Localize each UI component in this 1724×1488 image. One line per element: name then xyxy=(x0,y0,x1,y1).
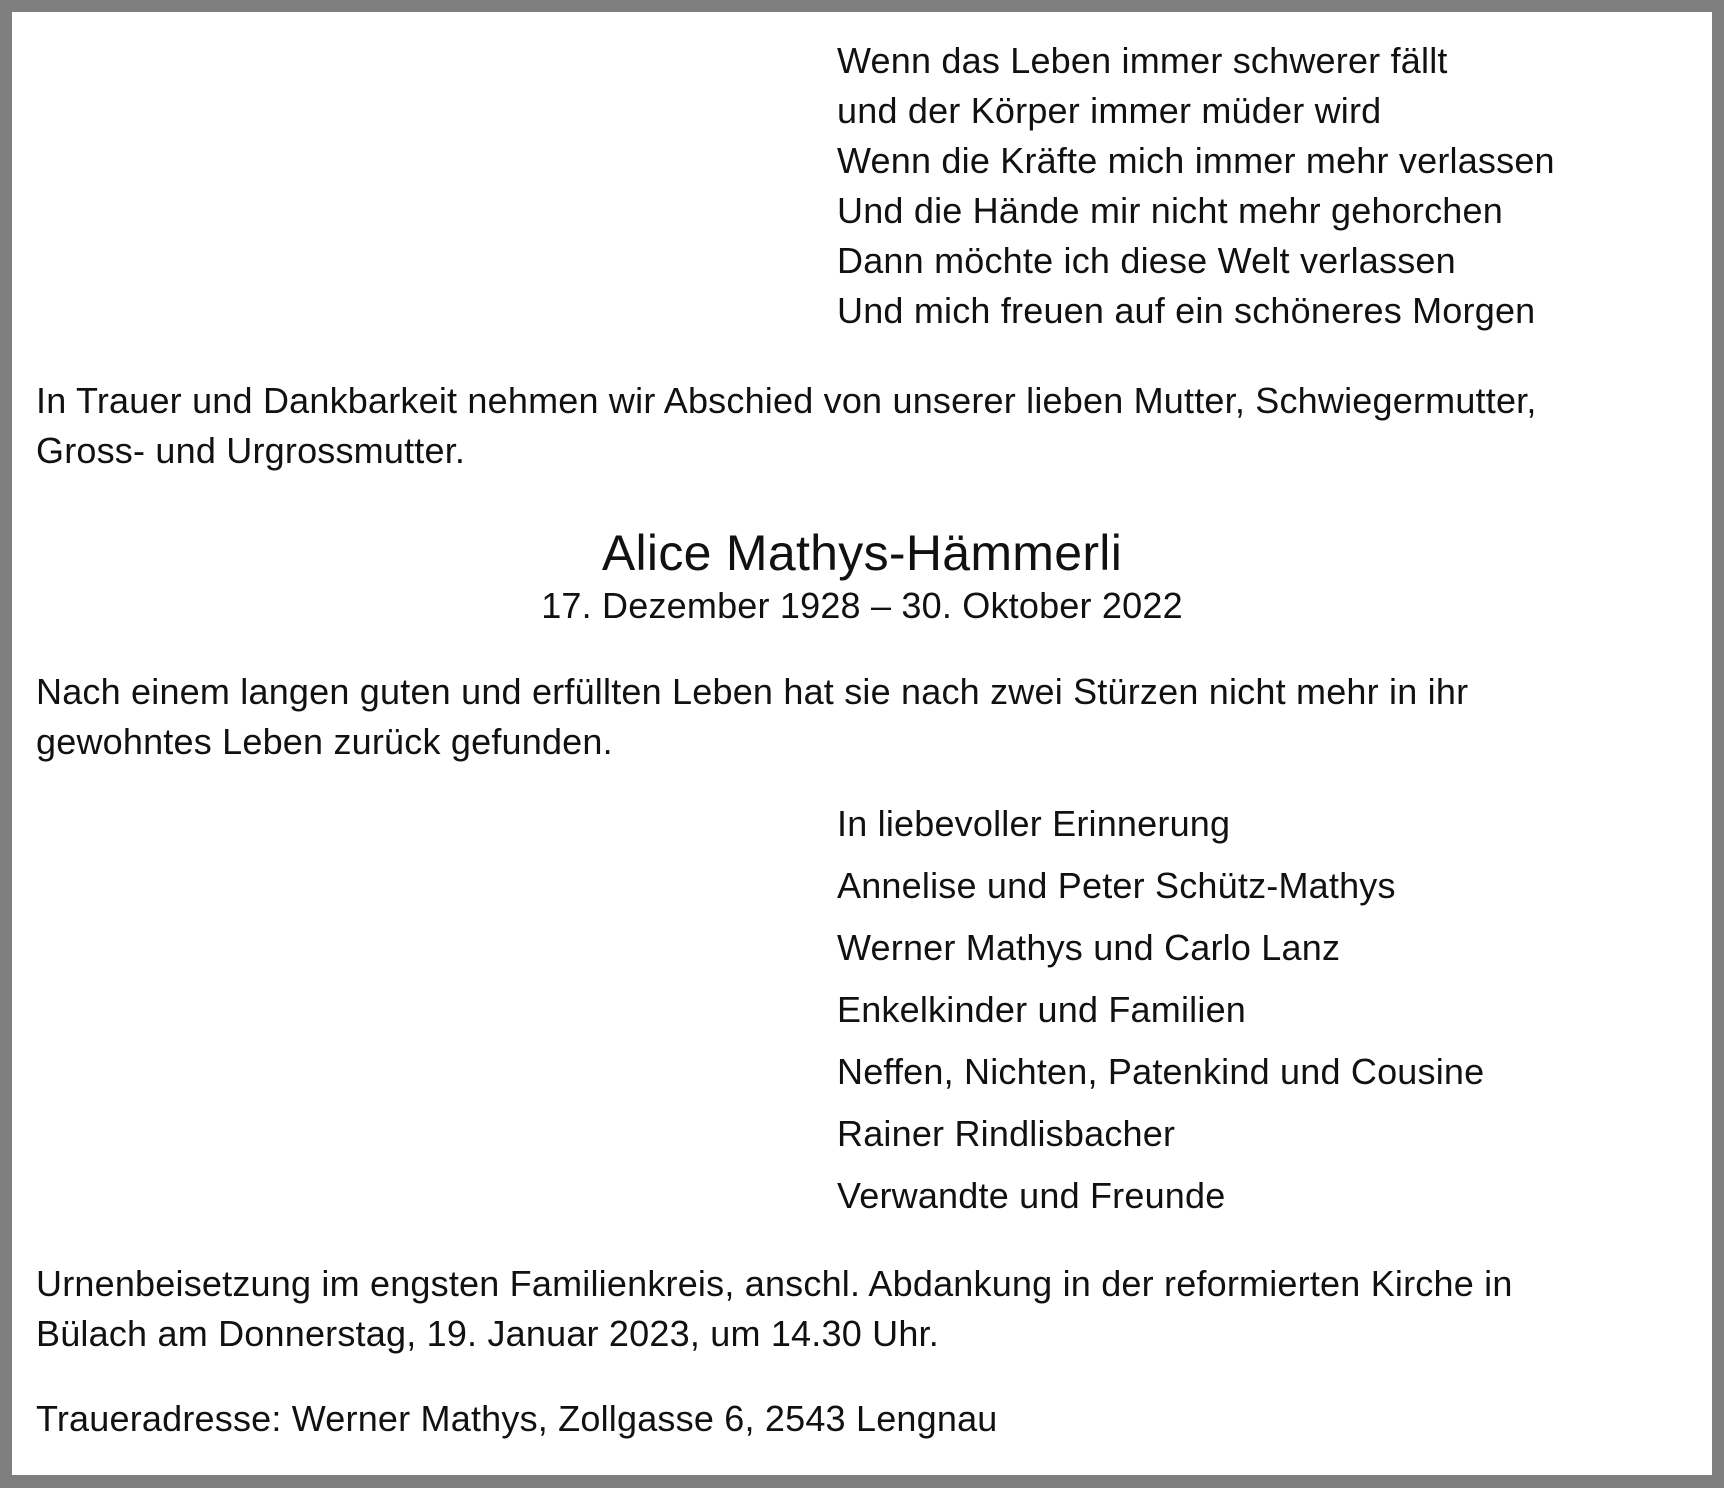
poem-line: Wenn das Leben immer schwerer fällt xyxy=(837,40,1448,81)
intro-line: Gross- und Urgrossmutter. xyxy=(36,430,466,471)
deceased-name: Alice Mathys-Hämmerli xyxy=(601,525,1123,581)
address-line: Traueradresse: Werner Mathys, Zollgasse 6, 2543 Lengnau xyxy=(36,1398,998,1439)
mourner-line: Rainer Rindlisbacher xyxy=(837,1113,1176,1154)
mourning-address xyxy=(36,1394,998,1444)
ceremony-paragraph xyxy=(36,1259,1513,1359)
mourner-line: Verwandte und Freunde xyxy=(837,1175,1226,1216)
ceremony-line: Bülach am Donnerstag, 19. Januar 2023, um 14.30 Uhr. xyxy=(36,1313,939,1354)
mourner-line: Enkelkinder und Familien xyxy=(837,989,1247,1030)
life-note-line: gewohntes Leben zurück gefunden. xyxy=(36,721,613,762)
poem-line: Und die Hände mir nicht mehr gehorchen xyxy=(837,190,1503,231)
mourners-list xyxy=(837,793,1484,1227)
poem xyxy=(837,36,1555,336)
mourner-line: Annelise und Peter Schütz-Mathys xyxy=(837,865,1396,906)
life-note-line: Nach einem langen guten und erfüllten Leben hat sie nach zwei Stürzen nicht mehr in ihr xyxy=(36,671,1469,712)
poem-line: Und mich freuen auf ein schöneres Morgen xyxy=(837,290,1536,331)
ceremony-line: Urnenbeisetzung im engsten Familienkreis, anschl. Abdankung in der reformierten Kirche in xyxy=(36,1263,1513,1304)
poem-line: und der Körper immer müder wird xyxy=(837,90,1382,131)
life-dates: 17. Dezember 1928 – 30. Oktober 2022 xyxy=(541,585,1183,626)
life-note-paragraph xyxy=(36,667,1468,767)
mourner-line: Werner Mathys und Carlo Lanz xyxy=(837,927,1341,968)
intro-line: In Trauer und Dankbarkeit nehmen wir Abschied von unserer lieben Mutter, Schwiegermutter, xyxy=(36,380,1537,421)
intro-paragraph xyxy=(36,376,1537,476)
mourner-line: In liebevoller Erinnerung xyxy=(837,803,1231,844)
mourner-line: Neffen, Nichten, Patenkind und Cousine xyxy=(837,1051,1485,1092)
poem-line: Wenn die Kräfte mich immer mehr verlassen xyxy=(837,140,1555,181)
poem-line: Dann möchte ich diese Welt verlassen xyxy=(837,240,1456,281)
